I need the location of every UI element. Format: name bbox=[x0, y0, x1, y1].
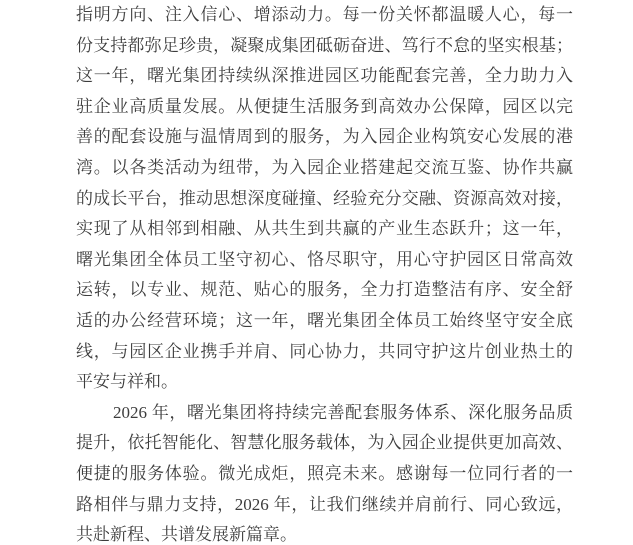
text-line: 运转，以专业、规范、贴心的服务，全力打造整洁有序、安全舒 bbox=[76, 280, 573, 300]
text-line: 便捷的服务体验。微光成炬，照亮未来。感谢每一位同行者的一 bbox=[76, 463, 573, 483]
text-line: 份支持都弥足珍贵，凝聚成集团砥砺奋进、笃行不怠的坚实根基； bbox=[76, 35, 573, 55]
text-body bbox=[76, 0, 573, 545]
text-line: 指明方向、注入信心、增添动力。每一份关怀都温暖人心，每一 bbox=[76, 5, 573, 24]
text-line: 湾。以各类活动为纽带，为入园企业搭建起交流互鉴、协作共赢 bbox=[76, 157, 573, 177]
text-line: 驻企业高质量发展。从便捷生活服务到高效办公保障，园区以完 bbox=[76, 96, 573, 116]
text-line-paragraph-start: 2026 年，曙光集团将持续完善配套服务体系、深化服务品质 bbox=[113, 402, 573, 422]
text-line: 曙光集团全体员工坚守初心、恪尽职守，用心守护园区日常高效 bbox=[76, 249, 573, 269]
text-line-paragraph-end: 共赴新程、共谱发展新篇章。 bbox=[76, 525, 297, 545]
text-line: 线，与园区企业携手并肩、同心协力，共同守护这片创业热土的 bbox=[76, 341, 573, 361]
text-line: 的成长平台，推动思想深度碰撞、经验充分交融、资源高效对接， bbox=[76, 188, 573, 208]
text-line-paragraph-end: 平安与祥和。 bbox=[76, 372, 178, 392]
text-line: 适的办公经营环境；这一年，曙光集团全体员工始终坚守安全底 bbox=[76, 310, 573, 330]
text-line: 善的配套设施与温情周到的服务，为入园企业构筑安心发展的港 bbox=[76, 127, 573, 147]
text-line: 这一年，曙光集团持续纵深推进园区功能配套完善，全力助力入 bbox=[76, 66, 573, 86]
text-line: 提升，依托智能化、智慧化服务载体，为入园企业提供更加高效、 bbox=[76, 433, 573, 453]
text-line: 实现了从相邻到相融、从共生到共赢的产业生态跃升；这一年， bbox=[76, 219, 573, 239]
text-line: 路相伴与鼎力支持，2026 年，让我们继续并肩前行、同心致远， bbox=[76, 494, 573, 514]
